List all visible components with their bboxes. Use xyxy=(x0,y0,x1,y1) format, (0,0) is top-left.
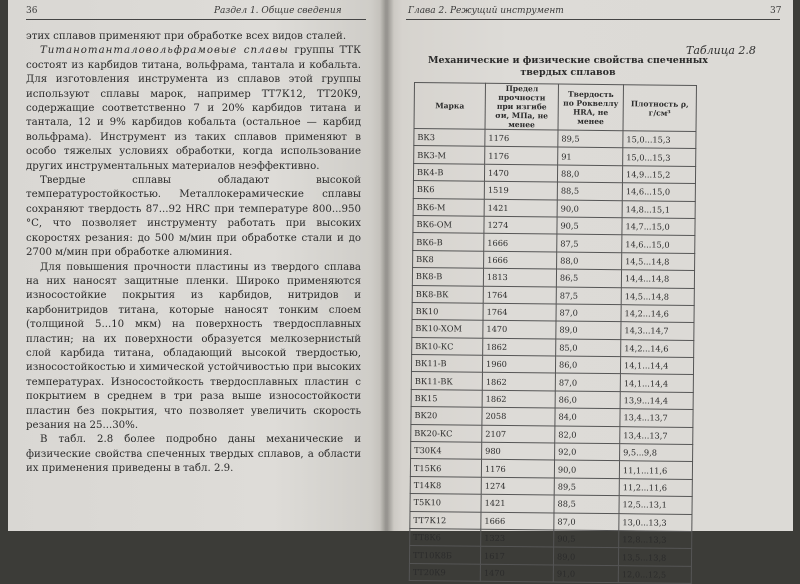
table-cell: ВК8 xyxy=(413,250,484,268)
left-page xyxy=(8,0,386,531)
book-gutter xyxy=(380,0,394,531)
table-cell: ВК15 xyxy=(411,389,482,407)
table-cell: 14,2...14,6 xyxy=(621,339,694,357)
table-cell: ВК6-ОМ xyxy=(413,215,484,233)
table-cell: 13,0...13,3 xyxy=(619,513,692,531)
table-cell: 14,6...15,0 xyxy=(622,235,695,253)
table-cell: 88,5 xyxy=(554,495,619,513)
table-cell: 92,0 xyxy=(555,443,620,461)
table-cell: 1470 xyxy=(483,321,556,339)
table-cell: ВК3 xyxy=(414,129,485,147)
table-cell: 91 xyxy=(558,147,623,165)
table-cell: ТТ8К6 xyxy=(410,528,481,546)
table-cell: ВК10-ХОМ xyxy=(412,320,483,338)
table-cell: 87,0 xyxy=(556,304,621,322)
table-cell: 9,5...9,8 xyxy=(620,444,693,462)
table-header-row xyxy=(414,83,696,132)
table-cell: ВК10 xyxy=(412,302,483,320)
table-cell: 1176 xyxy=(481,460,554,478)
table-cell: 14,4...14,8 xyxy=(621,270,694,288)
column-header: Предел прочности при изгибе σи, МПа, не менее xyxy=(485,83,558,130)
right-page xyxy=(386,0,793,580)
table-cell: 1862 xyxy=(483,338,556,356)
table-cell: 88,0 xyxy=(557,165,622,183)
table-cell: 14,8...15,1 xyxy=(622,200,695,218)
table-body xyxy=(409,129,696,584)
table-cell: 2058 xyxy=(482,407,555,425)
table-cell: 90,5 xyxy=(554,530,619,548)
column-header: Твердость по Роквеллу HRA, не менее xyxy=(558,84,623,131)
table-cell: 90,0 xyxy=(554,460,619,478)
table-cell: 85,0 xyxy=(556,339,621,357)
paragraph: В табл. 2.8 более подробно даны механические и физические свойства спеченных твердых сплавов, а области их применения приведены в табл. 2.9. xyxy=(26,434,361,475)
table-cell: 1666 xyxy=(484,251,557,269)
column-header: Марка xyxy=(414,83,485,130)
table-cell: Т15К6 xyxy=(410,459,481,477)
table-cell: ВК20-КС xyxy=(411,424,482,442)
open-book xyxy=(8,0,793,580)
column-header: Плотность ρ, г/см³ xyxy=(623,85,696,132)
table-cell: 1862 xyxy=(482,390,555,408)
table-cell: 90,0 xyxy=(557,200,622,218)
table-cell: 89,5 xyxy=(558,130,623,148)
table-cell: ТТ10К8Б xyxy=(409,546,480,564)
left-page-number: 36 xyxy=(26,6,38,16)
table-row xyxy=(409,563,691,583)
paragraph: Твердые сплавы обладают высокой температуростойкостью. Металлокерамические сплавы сохраняют твердость 87...92 HRC при температуре 800...950 °С, что позволяет инструменту работать при высоких скоростях резания: до 500 м/мин при обработке стали и до 2700 м/мин при обработке алюминия. xyxy=(26,175,361,259)
table-cell: 14,7...15,0 xyxy=(622,218,695,236)
table-cell: 1421 xyxy=(484,199,557,217)
table-cell: 14,6...15,0 xyxy=(622,183,695,201)
table-cell: 1323 xyxy=(481,529,554,547)
table-cell: 1960 xyxy=(482,355,555,373)
table-cell: ВК6 xyxy=(413,181,484,199)
properties-table xyxy=(409,82,697,584)
table-cell: 14,9...15,2 xyxy=(622,165,695,183)
table-cell: 14,5...14,8 xyxy=(622,252,695,270)
table-cell: 14,5...14,8 xyxy=(621,287,694,305)
table-caption: Таблица 2.8 xyxy=(686,44,756,57)
table-cell: ВК3-М xyxy=(414,146,485,164)
table-cell: 1666 xyxy=(484,234,557,252)
table-cell: Т5К10 xyxy=(410,494,481,512)
table-cell: 13,9...14,4 xyxy=(620,392,693,410)
right-page-number: 37 xyxy=(770,6,782,16)
table-cell: 89,5 xyxy=(554,478,619,496)
table-cell: 980 xyxy=(482,442,555,460)
table-cell: ВК6-М xyxy=(413,198,484,216)
table-cell: 87,0 xyxy=(554,513,619,531)
table-cell: 1421 xyxy=(481,494,554,512)
paragraph xyxy=(26,44,361,174)
table-cell: 87,0 xyxy=(555,373,620,391)
table-cell: 15,0...15,3 xyxy=(623,131,696,149)
table-cell: 1274 xyxy=(484,216,557,234)
table-cell: 89,0 xyxy=(553,547,618,565)
table-cell: 1764 xyxy=(483,286,556,304)
table-cell: 2107 xyxy=(482,425,555,443)
table-cell: ВК11-ВК xyxy=(411,372,482,390)
table-cell: 14,1...14,4 xyxy=(620,374,693,392)
table-cell: 1862 xyxy=(482,373,555,391)
table-cell: 86,0 xyxy=(555,356,620,374)
table-cell: 86,0 xyxy=(555,391,620,409)
table-cell: 1470 xyxy=(484,164,557,182)
left-body-text xyxy=(26,30,361,477)
table-cell: 1617 xyxy=(480,547,553,565)
table-cell: 88,5 xyxy=(557,182,622,200)
table-cell: 1666 xyxy=(481,512,554,530)
paragraph: этих сплавов применяют при обработке всех видов сталей. xyxy=(26,31,347,42)
table-cell: 1764 xyxy=(483,303,556,321)
table-cell: 13,5...13,8 xyxy=(618,548,691,566)
table-cell: 14,3...14,7 xyxy=(621,322,694,340)
table-cell: 11,1...11,6 xyxy=(619,461,692,479)
table-cell: Т30К4 xyxy=(411,442,482,460)
table-title: Механические и физические свойства спеченных твердых сплавов xyxy=(428,55,708,78)
table-cell: 1470 xyxy=(480,564,553,582)
table-cell: 91,0 xyxy=(553,565,618,583)
table-cell: 89,0 xyxy=(556,321,621,339)
table-cell: 1274 xyxy=(481,477,554,495)
paragraph-text: группы ТТК состоят из карбидов титана, вольфрама, тантала и кобальта. Для изготовления инструмента из сплавов этой группы используют сплавы марок, например ТТ7К12, ТТ20К9, содержащие соответственно 7 и 20% карбидов титана и тантала, 12 и 9% карбидов кобальта (остальное — карбид вольфрама). Инструмент из таких сплавов применяют в особо тяжелых условиях обработки, когда использование других инструментальных материалов неэффективно. xyxy=(26,45,361,172)
table-cell: Т14К8 xyxy=(410,476,481,494)
table-cell: 14,1...14,4 xyxy=(620,357,693,375)
table-cell: 82,0 xyxy=(555,426,620,444)
table-cell: ВК8-ВК xyxy=(412,285,483,303)
table-cell: 14,2...14,6 xyxy=(621,305,694,323)
right-running-head: Глава 2. Режущий инструмент xyxy=(408,6,564,16)
table-cell: 88,0 xyxy=(557,252,622,270)
table-cell: ТТ7К12 xyxy=(410,511,481,529)
right-header-rule xyxy=(406,19,780,20)
table-cell: 13,4...13,7 xyxy=(620,409,693,427)
left-header-rule xyxy=(26,19,366,20)
table-cell: ВК6-В xyxy=(413,233,484,251)
table-cell: ВК10-КС xyxy=(412,337,483,355)
table-cell: 12,8...13,3 xyxy=(619,531,692,549)
table-cell: ВК20 xyxy=(411,407,482,425)
table-cell: ВК8-В xyxy=(412,268,483,286)
table-cell: 90,5 xyxy=(557,217,622,235)
table-cell: 12,5...13,1 xyxy=(619,496,692,514)
table-cell: 86,5 xyxy=(556,269,621,287)
table-cell: 87,5 xyxy=(556,287,621,305)
table-cell: 1176 xyxy=(485,147,558,165)
table-cell: 15,0...15,3 xyxy=(623,148,696,166)
paragraph: Для повышения прочности пластины из твердого сплава на них наносят защитные пленки. Широко применяются износостойкие покрытия из карбидов, нитридов и карбонитридов титана, которые наносят тонким слоем (толщиной 5...10 мкм) на поверхность твердосплавных пластин; на их поверхности образуется мелкозернистый слой карбида титана, обладающий высокой твердостью, износостойкостью и химической устойчивостью при высоких температурах. Износостойкость твердосплавных пластин с покрытием в среднем в три раза выше износостойкости пластин без покрытия, что позволяет увеличить скорость резания на 25...30%. xyxy=(26,261,361,431)
table-cell: ТТ20К9 xyxy=(409,563,480,581)
table-cell: 13,4...13,7 xyxy=(620,426,693,444)
table-cell: ВК4-В xyxy=(413,163,484,181)
table-cell: ВК11-В xyxy=(411,355,482,373)
table-cell: 1176 xyxy=(485,129,558,147)
table-cell: 1813 xyxy=(483,268,556,286)
spaced-term: Титанотанталовольфрамовые сплавы xyxy=(40,45,289,57)
table-cell: 87,5 xyxy=(557,234,622,252)
left-running-head: Раздел 1. Общие сведения xyxy=(214,6,342,16)
table-cell: 84,0 xyxy=(555,408,620,426)
table-cell: 1519 xyxy=(484,181,557,199)
table-cell: 12,0...12,5 xyxy=(618,565,691,583)
table-cell: 11,2...11,6 xyxy=(619,478,692,496)
